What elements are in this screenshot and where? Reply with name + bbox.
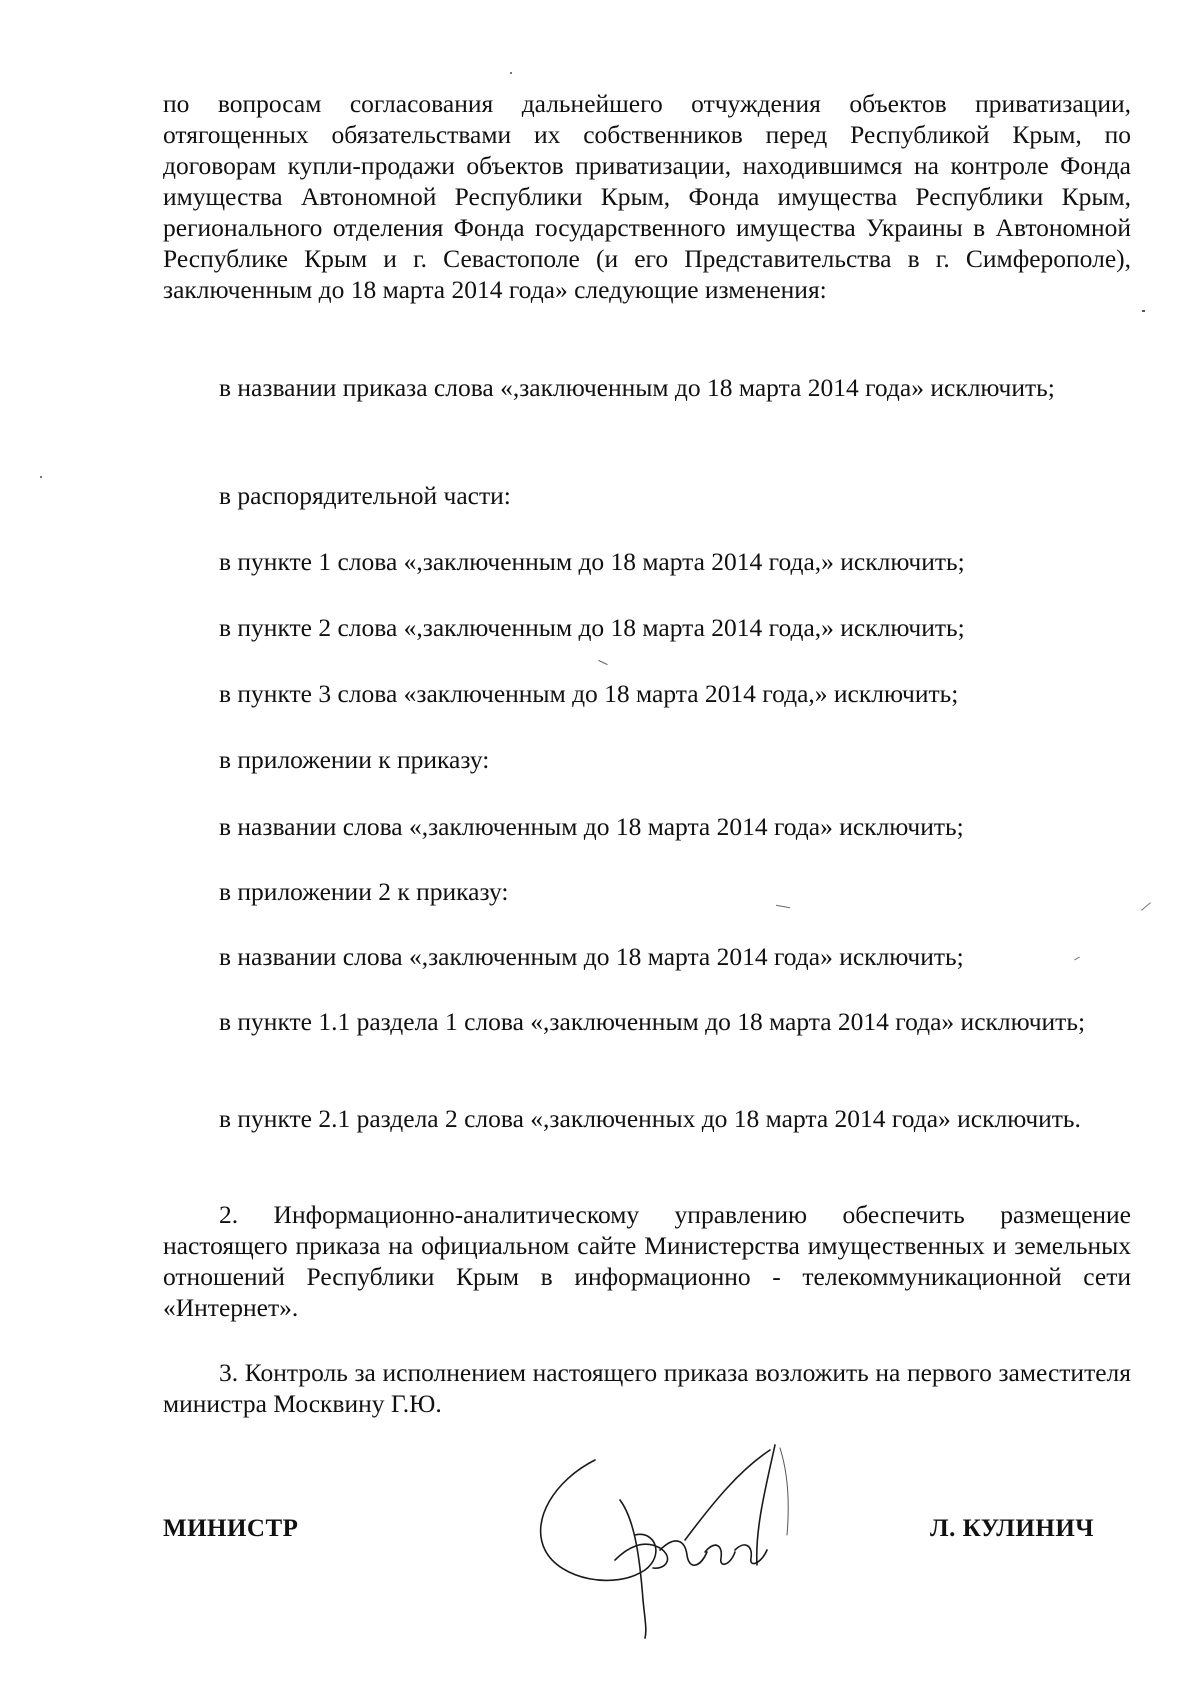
item-title-change: в названии приказа слова «,заключенным до 18 марта 2014 года» исключить; (219, 373, 1055, 402)
intro-paragraph: по вопросам согласования дальнейшего отчуждения объектов приватизации, отягощенных обязательствами их собственников перед Республикой Крым, по договорам купли-продажи объектов приватизации, находившимся на контроле Фонда имущества Автономной Республики Крым, Фонда имущества Республики Крым, регионального отделения Фонда государственного имущества Украины в Автономной Республике Крым и г. Севастополе (и его Представительства в г. Симферополе), заключенным до 18 марта 2014 года» следующие изменения: (163, 89, 1131, 304)
handwritten-signature (525, 1440, 865, 1640)
scan-speck (1142, 310, 1145, 312)
scan-speck (598, 660, 607, 665)
item-appendix-2: в приложении 2 к приказу: (219, 877, 509, 906)
scan-speck (1141, 902, 1151, 910)
item-clause-2: в пункте 2 слова «,заключенным до 18 марта 2014 года,» исключить; (219, 613, 965, 642)
item-section-1: в пункте 1.1 раздела 1 слова «,заключенным до 18 марта 2014 года» исключить; (219, 1007, 1086, 1036)
item-section-2: в пункте 2.1 раздела 2 слова «,заключенных до 18 марта 2014 года» исключить. (219, 1104, 1081, 1133)
item-appendix: в приложении к приказу: (219, 745, 490, 774)
item-operative-part: в распорядительной части: (219, 481, 511, 510)
signatory-name: Л. КУЛИНИЧ (930, 1515, 1095, 1542)
point-2-paragraph: 2. Информационно-аналитическому управлению обеспечить размещение настоящего приказа на официальном сайте Министерства имущественных и земельных отношений Республики Крым в информационно - телекоммуникационной сети «Интернет». (163, 1200, 1131, 1322)
item-appendix-2-title: в названии слова «,заключенным до 18 марта 2014 года» исключить; (219, 942, 964, 971)
signatory-title: МИНИСТР (163, 1515, 299, 1542)
item-clause-3: в пункте 3 слова «заключенным до 18 марта 2014 года,» исключить; (219, 679, 959, 708)
scan-speck (510, 72, 512, 74)
item-appendix-title: в названии слова «,заключенным до 18 марта 2014 года» исключить; (219, 812, 964, 841)
point-3-paragraph: 3. Контроль за исполнением настоящего приказа возложить на первого заместителя министра Москвину Г.Ю. (163, 1358, 1131, 1418)
item-clause-1: в пункте 1 слова «,заключенным до 18 марта 2014 года,» исключить; (219, 547, 965, 576)
scan-speck (40, 476, 42, 478)
